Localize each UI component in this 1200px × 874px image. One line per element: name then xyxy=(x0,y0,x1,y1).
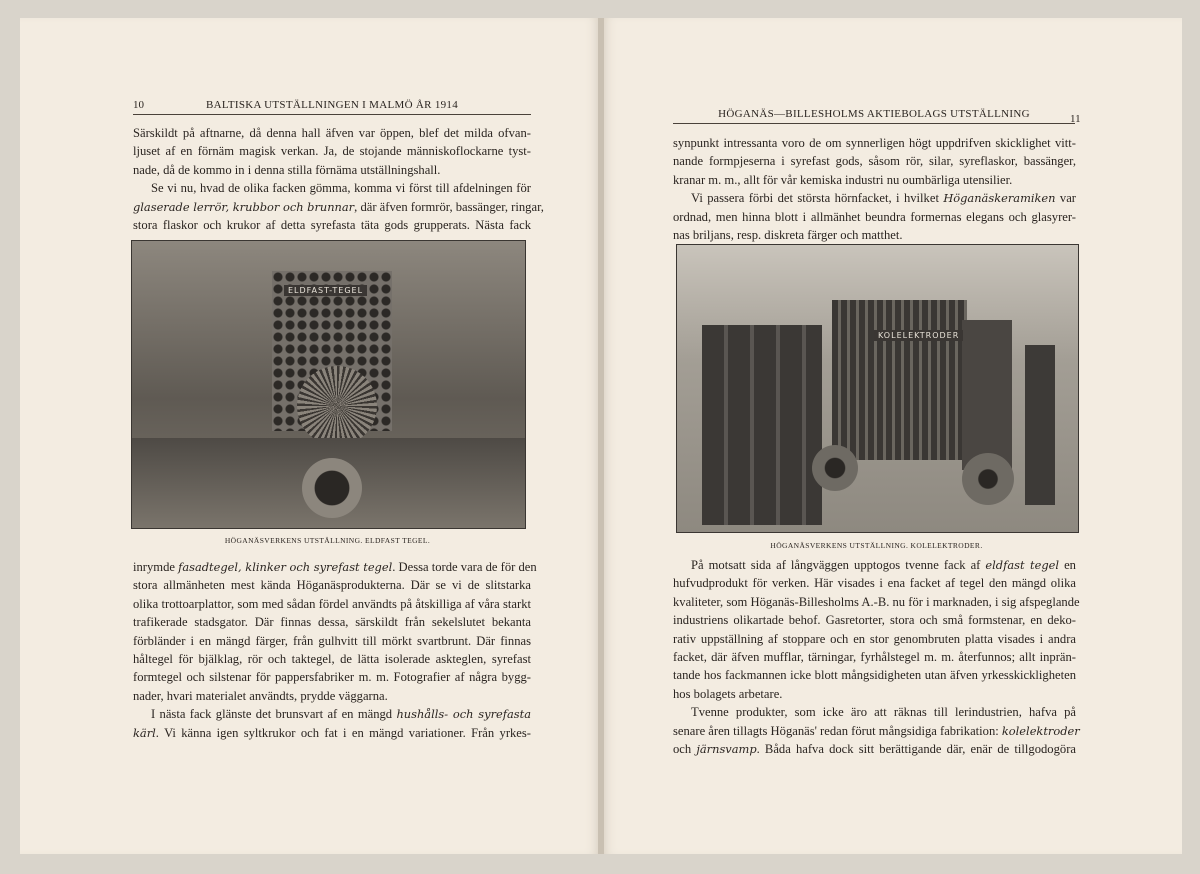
photo-eldfast-tegel xyxy=(131,240,526,529)
left-top-text xyxy=(133,124,544,234)
text-line: facket, där äfven mufflar, tärningar, fyrhålstegel m. m. återfunnos; allt inprän- xyxy=(673,650,1076,665)
italic-term: järnsvamp xyxy=(696,742,757,757)
ring-graphic-2 xyxy=(812,445,858,491)
caption-right: HÖGANÄSVERKENS UTSTÄLLNING. KOLELEKTRODER. xyxy=(770,541,983,550)
text-line: rativ uppställning af stoppare och en stor genombruten platta visades i andra xyxy=(673,631,1076,646)
caption-left: HÖGANÄSVERKENS UTSTÄLLNING. ELDFAST TEGEL. xyxy=(224,536,431,545)
italic-term: hushålls- och syrefasta xyxy=(396,707,531,722)
photo-kolelektroder xyxy=(676,244,1079,533)
running-head-right xyxy=(673,108,1075,124)
text-line: kärl. Vi känna igen syltkrukor och fat i en mängd variationer. Från yrkes- xyxy=(133,725,531,740)
left-bottom-text xyxy=(133,558,537,742)
text-line: nader, hvari materialet användts, prydde väggarna. xyxy=(133,688,388,703)
text-line: hufvudprodukt för verken. Här visades i ena facket af tegel den mängd olika xyxy=(673,576,1076,591)
text-line: kranar m. m., allt för vår kemiska industri nu oumbärliga utensilier. xyxy=(673,172,1013,187)
text-line: I nästa fack glänste det brunsvart af en mängd hushålls- och syrefasta xyxy=(151,707,531,722)
electrode-columns-graphic xyxy=(702,325,822,525)
text-line: håltegel för bjälklag, rör och taktegel, de lätta isolerade askteglen, syrefast xyxy=(133,652,531,667)
text-line: nade, då de kommo in i denna stilla förnäma utställningshall. xyxy=(133,162,441,177)
text-line: Tvenne produkter, som icke äro att räknas till lerindustrien, hafva på xyxy=(691,705,1076,720)
text-line: Särskildt på aftnarne, då denna hall äfven var öppen, blef det milda ofvan- xyxy=(133,126,531,140)
text-line: och järnsvamp. Båda hafva dock sitt berättigande där, enär de tillgodogöra xyxy=(673,742,1076,757)
text-line: stora allmänheten mest kända Höganäsprodukterna. Där se vi de slitstarka xyxy=(133,578,531,593)
running-head-left xyxy=(133,99,531,115)
photo-sign: ELDFAST-TEGEL xyxy=(284,285,367,296)
text-line: olika trottoarplattor, som med sådan fördel användts på åtskilliga af våra starkt xyxy=(133,596,531,611)
text-line: inrymde fasadtegel, klinker och syrefast tegel. Dessa torde vara de för den xyxy=(133,560,537,574)
text-line: senare åren tillagts Höganäs' redan förut mångsidiga fabrikation: kolelektroder xyxy=(673,723,1080,738)
text-line: ordnad, men hinna blott i allmänhet beundra formernas elegans och glasyrer- xyxy=(673,209,1076,224)
italic-term: eldfast tegel xyxy=(985,558,1060,572)
italic-term: glaserade lerrör, krubbor och brunnar xyxy=(133,199,355,214)
italic-term: kärl xyxy=(133,725,156,740)
text-line: ljuset af en förnäm magisk verkan. Ja, de stojande människoflockarne tyst- xyxy=(133,144,531,159)
right-bottom-text xyxy=(673,556,1080,758)
text-line: glaserade lerrör, krubbor och brunnar, där äfven formrör, bassänger, ringar, xyxy=(133,199,544,214)
text-line: formtegel och silstenar för pappersfabriker m. m. Fotografier af några bygg- xyxy=(133,670,531,685)
page-number-left: 10 xyxy=(133,99,144,111)
right-top-text xyxy=(673,134,1076,244)
column-graphic-2 xyxy=(1025,345,1055,505)
running-head-right-text: HÖGANÄS—BILLESHOLMS AKTIEBOLAGS UTSTÄLLNING xyxy=(718,108,1030,120)
text-line: nande formpjeserna i syrefast gods, såsom rör, silar, syreflaskor, bassänger, xyxy=(673,154,1076,169)
column-graphic xyxy=(962,320,1012,470)
photo-sign: KOLELEKTRODER xyxy=(874,330,963,341)
italic-term: kolelektroder xyxy=(1001,723,1080,738)
running-head-left-text: BALTISKA UTSTÄLLNINGEN I MALMÖ ÅR 1914 xyxy=(205,99,459,111)
italic-term: fasadtegel, klinker och syrefast tegel xyxy=(178,560,393,574)
text-line: kvaliteter, som Höganäs-Billesholms A.-B. nu för i marknaden, i sig afspeglande xyxy=(673,594,1080,609)
text-line: Vi passera förbi det största hörnfacket, i hvilket Höganäskeramiken var xyxy=(691,191,1076,206)
text-line: industriens olikartade behof. Gasretorter, stora och små formstenar, en deko- xyxy=(673,613,1076,628)
ring-graphic xyxy=(302,458,362,518)
text-line: Se vi nu, hvad de olika facken gömma, komma vi först till afdelningen för xyxy=(151,181,531,196)
text-line: trafikerade stadsgator. Där finnas dessa, särskildt från sekelslutet bekanta xyxy=(133,615,531,630)
perforated-disc-graphic xyxy=(297,366,377,446)
text-line: tande hos fackmannen icke blott mångsidigheten utan äfven yrkesskickligheten xyxy=(673,668,1076,683)
electrode-stack-graphic xyxy=(832,300,967,460)
page-number-right: 11 xyxy=(1070,113,1081,125)
ring-graphic xyxy=(962,453,1014,505)
text-line: hos bolagets arbetare. xyxy=(673,686,783,701)
text-line: stora flaskor och krukor af detta syrefasta täta gods grupperats. Nästa fack xyxy=(133,218,531,233)
italic-term: Höganäskeramiken xyxy=(943,191,1056,206)
text-line: synpunkt intressanta voro de om synnerligen högt uppdrifven skicklighet vitt- xyxy=(673,136,1076,150)
text-line: nas briljans, resp. diskreta färger och matthet. xyxy=(673,228,903,243)
text-line: På motsatt sida af långväggen upptogos tvenne fack af eldfast tegel en xyxy=(691,558,1076,572)
text-line: förbländer i en mängd färger, från gulhvitt till mörkt svartbrunt. Där finnas xyxy=(133,633,531,648)
